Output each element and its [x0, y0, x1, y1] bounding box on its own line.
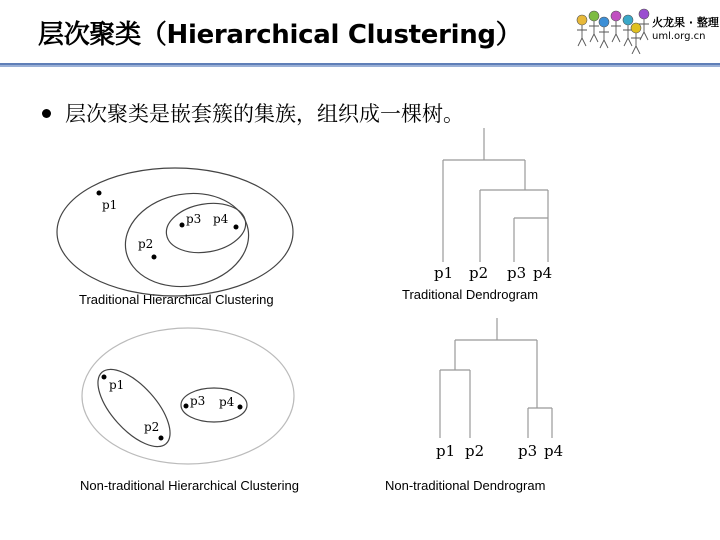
logo-figure-head-1	[589, 11, 599, 21]
outer-cluster-ellipse	[57, 168, 293, 296]
point-p4	[238, 405, 243, 410]
point-p1	[97, 191, 102, 196]
leaf-p4: p4	[544, 442, 564, 460]
leaf-p2: p2	[465, 442, 485, 460]
logo-figure-head-3	[611, 11, 621, 21]
point-p2	[152, 255, 157, 260]
point-p3	[184, 404, 189, 409]
label-p4: p4	[213, 212, 229, 226]
label-p3: p3	[186, 212, 202, 226]
logo-figure-body-2	[599, 27, 609, 48]
logo-figure-head-4	[623, 15, 633, 25]
logo-figure-body-3	[611, 21, 621, 42]
label-p2: p2	[144, 420, 160, 434]
logo-figure-head-2	[599, 17, 609, 27]
logo-url-text: uml.org.cn	[652, 31, 706, 42]
logo-figure-body-0	[577, 25, 587, 46]
slide-title: 层次聚类（Hierarchical Clustering）	[38, 20, 522, 50]
leaf-p1: p1	[436, 442, 456, 460]
point-p2	[159, 436, 164, 441]
p1-p2-cluster-ellipse	[86, 358, 183, 459]
bullet-text: 层次聚类是嵌套簇的集族，组织成一棵树。	[65, 102, 464, 126]
outer-cluster-ellipse	[82, 328, 294, 464]
caption-traditional-clustering: Traditional Hierarchical Clustering	[79, 292, 274, 307]
label-p3: p3	[190, 394, 206, 408]
point-p4	[234, 225, 239, 230]
logo-figure-head-0	[577, 15, 587, 25]
label-p1: p1	[102, 198, 118, 212]
leaf-p2: p2	[469, 264, 489, 282]
leaf-p3: p3	[518, 442, 538, 460]
label-p1: p1	[109, 378, 125, 392]
bullet-dot-icon	[42, 109, 51, 118]
p3-p4-cluster-ellipse	[162, 197, 249, 258]
logo-figure-head-6	[639, 9, 649, 19]
leaf-p3: p3	[507, 264, 527, 282]
caption-nontraditional-clustering: Non-traditional Hierarchical Clustering	[80, 478, 299, 493]
label-p2: p2	[138, 237, 154, 251]
logo-figure-head-5	[631, 23, 641, 33]
caption-nontraditional-dendrogram: Non-traditional Dendrogram	[385, 478, 546, 493]
caption-traditional-dendrogram: Traditional Dendrogram	[402, 287, 539, 302]
title-rule	[0, 63, 720, 67]
leaf-p4: p4	[533, 264, 553, 282]
label-p4: p4	[219, 395, 235, 409]
logo-brand-text: 火龙果 · 整理	[652, 16, 719, 29]
point-p1	[102, 375, 107, 380]
leaf-p1: p1	[434, 264, 454, 282]
point-p3	[180, 223, 185, 228]
logo-figure-body-5	[631, 33, 641, 54]
p3-p4-cluster-ellipse	[181, 388, 247, 422]
p2-p3-p4-cluster-ellipse	[118, 184, 256, 296]
bullet-item	[42, 98, 464, 128]
logo-figure-body-1	[589, 21, 599, 42]
